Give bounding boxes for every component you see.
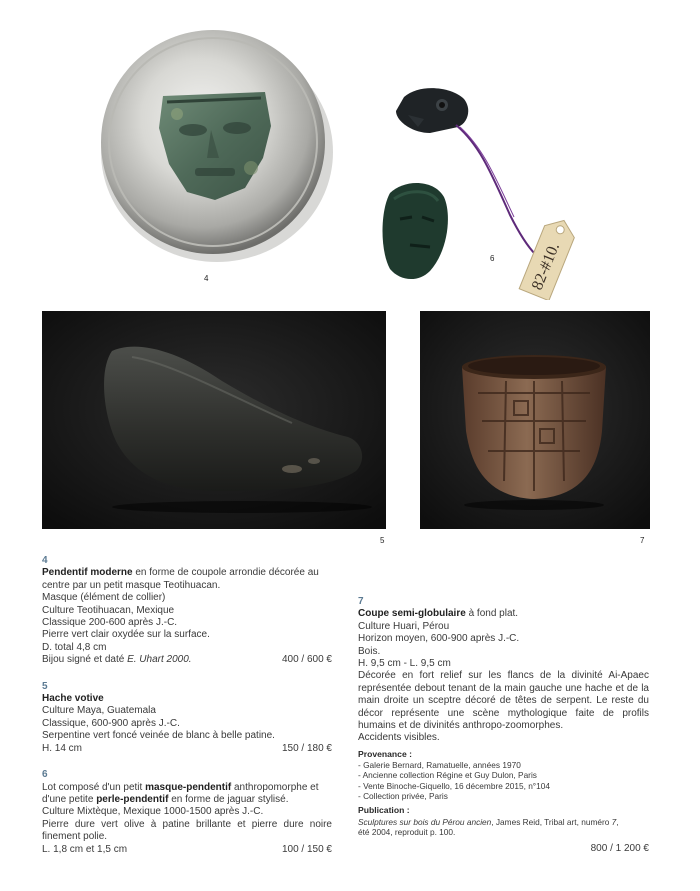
lot-6-text: en forme de jaguar stylisé. [168,793,289,805]
lot-5-price: 150 / 180 € [281,742,332,754]
lot-6-item-bead: perle-pendentif [96,793,169,805]
caption-number-4: 4 [204,274,209,283]
lot-6-number: 6 [42,769,48,781]
lot-4-line: centre par un petit masque Teotihuacan. [42,579,221,591]
lot-4-signature [42,654,192,666]
lot-4 [42,555,332,667]
lot-6-text: d'une petite [42,793,97,805]
photo-lot-7-cup [420,311,650,529]
publication-text: , James Reid, Tribal art, numéro [491,816,612,827]
lot-7-title-line [358,608,649,620]
lot-4-price-row [42,654,332,666]
lot-7-line: Horizon moyen, 600-900 après J.-C. [358,633,520,645]
lot-6-price-row [42,844,332,856]
lot-7-price-row [358,843,649,855]
lot-5-dimensions: H. 14 cm [42,742,83,754]
left-column [42,555,332,856]
lot-5-price-row [42,743,332,755]
lot-4-title-rest: en forme de coupole arrondie décorée au [132,567,319,579]
provenance-item: - Collection privée, Paris [358,790,448,801]
lot-6-line: Culture Mixtèque, Mexique 1000-1500 après J.-C. [42,806,264,818]
lot-7-provenance-list [358,760,649,801]
lot-4-signature-text: Bijou signé et daté [42,654,128,666]
lot-6-text: Lot composé d'un petit [42,781,146,793]
right-column [358,596,649,855]
publication-issue: 7 [611,816,617,827]
lot-7-line: Culture Huari, Pérou [358,620,450,632]
lot-4-line: Culture Teotihuacan, Mexique [42,604,175,616]
lot-7-number: 7 [358,596,364,607]
lot-7-publication-title: Publication : [358,805,410,816]
photo-lot-6-carvings [360,75,610,300]
lot-5-number: 5 [42,680,48,692]
lot-7-title: Coupe semi-globulaire [358,608,466,620]
lot-4-line: D. total 4,8 cm [42,641,107,653]
lot-7-line: Bois. [358,645,381,657]
lot-7-title-rest: à fond plat. [465,608,519,620]
lot-4-title: Pendentif moderne [42,567,133,579]
lot-6-dimensions: L. 1,8 cm et 1,5 cm [42,843,128,855]
lot-7-publication [358,817,649,837]
tag-text: 82-#10. [528,240,564,293]
lot-4-price: 400 / 600 € [281,654,332,666]
lot-6-price: 100 / 150 € [281,843,332,855]
lot-7-provenance-title: Provenance : [358,748,412,759]
caption-number-6: 6 [490,254,495,263]
lot-5-line: Culture Maya, Guatemala [42,705,156,717]
lot-6-text: anthropomorphe et [231,781,319,793]
lot-4-line: Classique 200-600 après J.-C. [42,617,178,629]
lot-7-line: H. 9,5 cm - L. 9,5 cm [358,658,451,670]
publication-book-title: Sculptures sur bois du Pérou ancien [358,816,492,827]
provenance-item: - Galerie Bernard, Ramatuelle, années 1970 [358,760,521,771]
provenance-item: - Vente Binoche-Giquello, 16 décembre 2015, n°104 [358,780,550,791]
lot-4-title-line [42,567,332,579]
lot-5-line: Classique, 600-900 après J.-C. [42,717,180,729]
lot-7-price: 800 / 1 200 € [590,842,649,854]
lot-6-line: Pierre dure vert olive à patine brillante et pierre dure noire finement polie. [42,818,332,843]
lot-4-number: 4 [42,555,48,566]
lot-5 [42,681,332,755]
lot-4-line: Masque (élément de collier) [42,592,166,604]
lot-6-line-1 [42,782,332,794]
lot-7-description: Décorée en fort relief sur les flancs de la divinité Ai-Apaec représentée debout tenant de la main gauche une hache et de la main droite un sceptre décoré de têtes de serpent. Le reste du décor représente une scène mythologique faite de profils humains et de divinités anthropo-zoomorphes. [358,670,649,732]
photo-lot-5-axe [42,311,386,529]
caption-number-7: 7 [640,536,645,545]
publication-text: , [616,816,619,827]
lot-7 [358,596,649,855]
lot-5-line: Serpentine vert foncé veinée de blanc à belle patine. [42,730,275,742]
publication-line-2: été 2004, reproduit p. 100. [358,826,456,837]
lot-6 [42,769,332,856]
photo-lot-4-pendant [95,18,340,268]
caption-number-5: 5 [380,536,385,545]
lot-4-signature-italic: E. Uhart 2000. [127,654,192,666]
provenance-item: - Ancienne collection Régine et Guy Dulon, Paris [358,770,537,781]
lot-7-accidents: Accidents visibles. [358,732,440,744]
lot-6-item-mask: masque-pendentif [145,781,232,793]
lot-4-line: Pierre vert clair oxydée sur la surface. [42,629,210,641]
lot-6-line-2 [42,794,332,806]
publication-line-1 [358,817,649,827]
lot-5-title: Hache votive [42,693,104,705]
